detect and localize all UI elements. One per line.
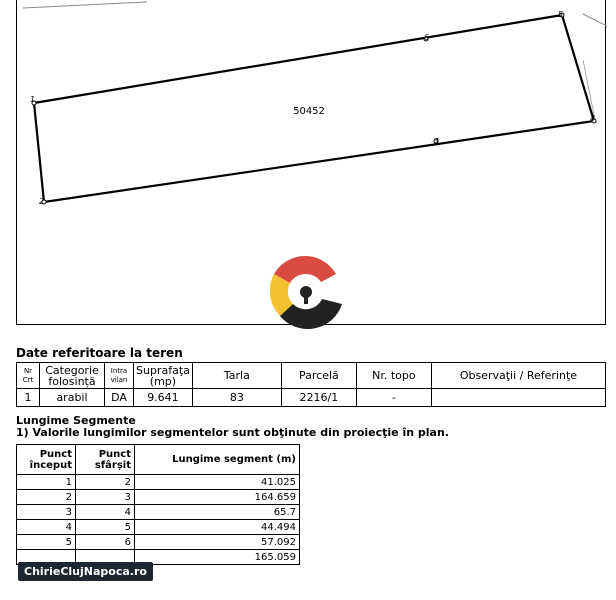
table-row — [17, 490, 300, 505]
table-row — [17, 535, 300, 550]
point-label: 3 — [434, 137, 440, 146]
segments-note: 1) Valorile lungimilor segmentelor sunt obţinute din proiecţie în plan. — [16, 426, 449, 439]
point-label: 5 — [558, 10, 564, 19]
parcel-number: 50452 — [293, 106, 325, 117]
header-parcela: Parcelă — [281, 363, 356, 389]
segments-table — [16, 444, 300, 565]
cell-length: 164.659 — [135, 490, 300, 505]
header-end: Punct sfârșit — [76, 445, 135, 475]
cell-topo: - — [356, 389, 431, 407]
header-categorie: Categorie folosință — [40, 363, 105, 389]
table-row — [17, 520, 300, 535]
cell-length: 44.494 — [135, 520, 300, 535]
point-label: 6 — [424, 33, 430, 42]
table-row — [17, 389, 606, 407]
header-length: Lungime segment (m) — [135, 445, 300, 475]
cell-categorie: arabil — [40, 389, 105, 407]
header-nr: Nr Crt — [17, 363, 40, 389]
neighbor-line — [583, 14, 607, 26]
cell-start: 5 — [17, 535, 76, 550]
cell-length: 65.7 — [135, 505, 300, 520]
header-tarla: Tarla — [192, 363, 281, 389]
segments-heading — [16, 415, 449, 439]
section-title: Date referitoare la teren — [16, 346, 183, 360]
header-intravilan: Intra vilan — [105, 363, 134, 389]
cell-length: 165.059 — [135, 550, 300, 565]
cell-start: 4 — [17, 520, 76, 535]
point-label: 2 — [39, 197, 45, 206]
cell-suprafata: 9.641 — [134, 389, 193, 407]
cell-start: 2 — [17, 490, 76, 505]
cell-end: 3 — [76, 490, 135, 505]
cell-start: 3 — [17, 505, 76, 520]
header-topo: Nr. topo — [356, 363, 431, 389]
point-label: 4 — [590, 114, 596, 123]
cell-observatii — [431, 389, 605, 407]
cell-nr: 1 — [17, 389, 40, 407]
brand-logo — [266, 252, 346, 332]
header-observatii: Observaţii / Referinţe — [431, 363, 605, 389]
land-data-table — [16, 362, 606, 407]
table-row — [17, 475, 300, 490]
cell-end: 4 — [76, 505, 135, 520]
watermark-badge[interactable]: ChirieClujNapoca.ro — [18, 562, 153, 581]
cell-length: 41.025 — [135, 475, 300, 490]
cell-tarla: 83 — [192, 389, 281, 407]
cell-intravilan: DA — [105, 389, 134, 407]
cell-parcela: 2216/1 — [281, 389, 356, 407]
cell-length: 57.092 — [135, 535, 300, 550]
neighbor-line — [23, 2, 147, 8]
cell-start: 1 — [17, 475, 76, 490]
point-label: 1 — [30, 95, 36, 104]
cell-end: 5 — [76, 520, 135, 535]
segments-title: Lungime Segmente — [16, 414, 136, 427]
table-header-row — [17, 363, 606, 389]
header-suprafata: Suprafaţa (mp) — [134, 363, 193, 389]
cell-end: 2 — [76, 475, 135, 490]
cell-end: 6 — [76, 535, 135, 550]
table-header-row — [17, 445, 300, 475]
table-row — [17, 505, 300, 520]
header-start: Punct început — [17, 445, 76, 475]
